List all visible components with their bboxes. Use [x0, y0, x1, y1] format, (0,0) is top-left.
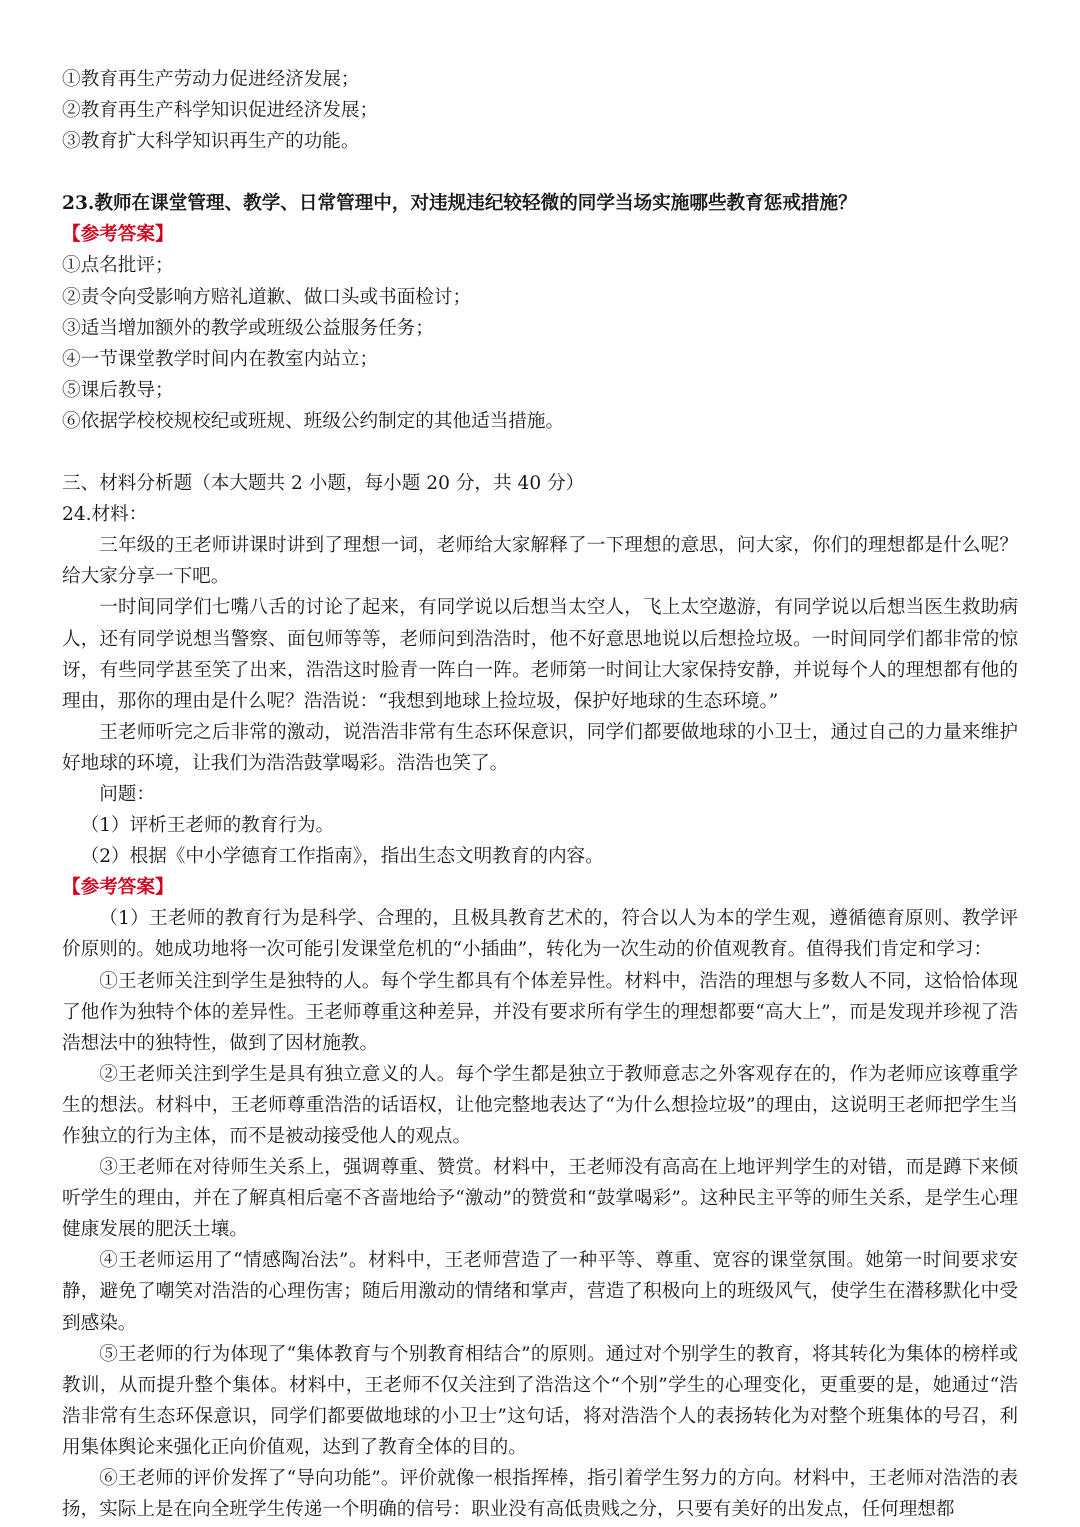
spacer [62, 437, 1018, 468]
question-24-title: 24.材料： [62, 504, 148, 526]
material-paragraph: 王老师听完之后非常的激动，说浩浩非常有生态环保意识，同学们都要做地球的小卫士，通过自己的力量来维护好地球的环境，让我们为浩浩鼓掌喝彩。浩浩也笑了。 [62, 721, 1018, 774]
document-page [62, 64, 1018, 1525]
list-item: ③适当增加额外的教学或班级公益服务任务； [62, 317, 434, 339]
question-item: （2）根据《中小学德育工作指南》，指出生态文明教育的内容。 [80, 846, 604, 868]
material-paragraph: 一时间同学们七嘴八舌的讨论了起来，有同学说以后想当太空人，飞上太空遨游，有同学说以后想当医生救助病人，还有同学说想当警察、面包师等等，老师问到浩浩时，他不好意思地说以后想捡垃圾。一时间同学们都非常的惊讶，有些同学甚至笑了出来，浩浩这时脸青一阵白一阵。老师第一时间让大家保持安静，并说每个人的理想都有他的理由，那你的理由是什么呢？浩浩说：“我想到地球上捡垃圾，保护好地球的生态环境。” [62, 597, 1018, 712]
answer-label: 【参考答案】 [62, 877, 174, 899]
answer-paragraph: ⑥王老师的评价发挥了“导向功能”。评价就像一根指挥棒，指引着学生努力的方向。材料中，王老师对浩浩的表扬，实际上是在向全班学生传递一个明确的信号：职业没有高低贵贱之分，只要有美好的出发点，任何理想都 [62, 1468, 1018, 1521]
answer-paragraph: ⑤王老师的行为体现了“集体教育与个别教育相结合”的原则。通过对个别学生的教育，将其转化为集体的榜样或教训，从而提升整个集体。材料中，王老师不仅关注到了浩浩这个“个别”学生的心理变化，更重要的是，她通过“浩浩非常有生态环保意识，同学们都要做地球的小卫士”这句话，将对浩浩个人的表扬转化为对整个班集体的号召，利用集体舆论来强化正向价值观，达到了教育全体的目的。 [62, 1343, 1018, 1458]
answer-paragraph: ②王老师关注到学生是具有独立意义的人。每个学生都是独立于教师意志之外客观存在的，作为老师应该尊重学生的想法。材料中，王老师尊重浩浩的话语权，让他完整地表达了“为什么想捡垃圾”的理由，这说明王老师把学生当作独立的行为主体，而不是被动接受他人的观点。 [62, 1063, 1018, 1147]
question-23: 23.教师在课堂管理、教学、日常管理中，对违规违纪较轻微的同学当场实施哪些教育惩戒措施？ [62, 193, 857, 215]
list-item: ⑥依据学校校规校纪或班规、班级公约制定的其他适当措施。 [62, 410, 565, 432]
answer-label: 【参考答案】 [62, 224, 174, 246]
list-item: ②教育再生产科学知识促进经济发展； [62, 100, 379, 122]
list-item: ⑤课后教导； [62, 379, 174, 401]
answer-paragraph: ③王老师在对待师生关系上，强调尊重、赞赏。材料中，王老师没有高高在上地评判学生的对错，而是蹲下来倾听学生的理由，并在了解真相后毫不吝啬地给予“激动”的赞赏和“鼓掌喝彩”。这种民主平等的师生关系，是学生心理健康发展的肥沃土壤。 [62, 1157, 1018, 1241]
material-paragraph: 三年级的王老师讲课时讲到了理想一词，老师给大家解释了一下理想的意思，问大家，你们的理想都是什么呢？给大家分享一下吧。 [62, 535, 1018, 588]
question-item: （1）评析王老师的教育行为。 [80, 815, 335, 837]
list-item: ③教育扩大科学知识再生产的功能。 [62, 131, 360, 153]
question-label: 问题： [99, 783, 155, 805]
spacer [62, 157, 1018, 188]
section-heading: 三、材料分析题（本大题共 2 小题，每小题 20 分，共 40 分） [62, 473, 585, 495]
list-item: ①点名批评； [62, 255, 174, 277]
list-item: ②责令向受影响方赔礼道歉、做口头或书面检讨； [62, 286, 472, 308]
answer-paragraph: （1）王老师的教育行为是科学、合理的，且极具教育艺术的，符合以人为本的学生观，遵循德育原则、教学评价原则的。她成功地将一次可能引发课堂危机的“小插曲”，转化为一次生动的价值观教育。值得我们肯定和学习： [62, 908, 1018, 961]
list-item: ④一节课堂教学时间内在教室内站立； [62, 348, 379, 370]
list-item: ①教育再生产劳动力促进经济发展； [62, 69, 360, 90]
answer-paragraph: ④王老师运用了“情感陶冶法”。材料中，王老师营造了一种平等、尊重、宽容的课堂氛围。她第一时间要求安静，避免了嘲笑对浩浩的心理伤害；随后用激动的情绪和掌声，营造了积极向上的班级风气，使学生在潜移默化中受到感染。 [62, 1250, 1018, 1334]
answer-paragraph: ①王老师关注到学生是独特的人。每个学生都具有个体差异性。材料中，浩浩的理想与多数人不同，这恰恰体现了他作为独特个体的差异性。王老师尊重这种差异，并没有要求所有学生的理想都要“高大上”，而是发现并珍视了浩浩想法中的独特性，做到了因材施教。 [62, 970, 1018, 1054]
